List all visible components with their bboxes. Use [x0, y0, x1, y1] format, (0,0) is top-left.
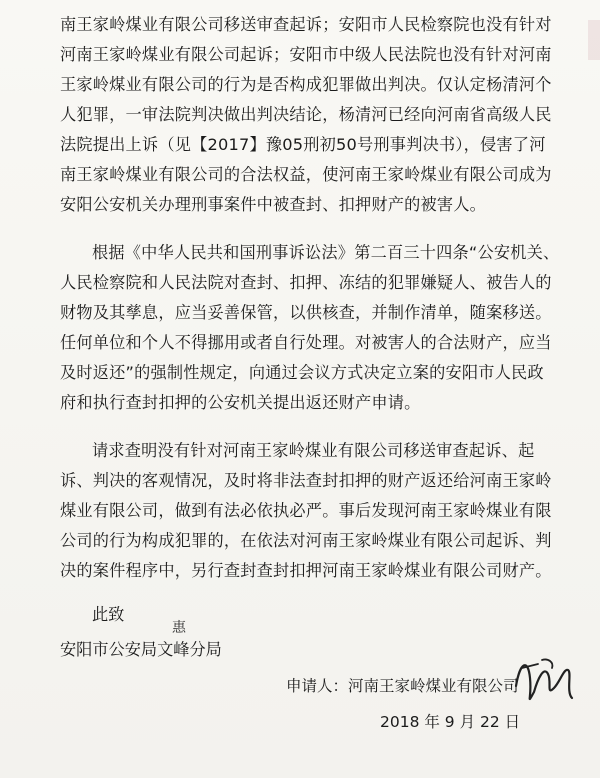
closing-salutation: 此致 [92, 605, 125, 624]
closing-block [60, 600, 124, 630]
date-line: 2018 年 9 月 22 日 [380, 713, 521, 731]
handwritten-note: 惠 [172, 620, 186, 636]
addressee: 安阳市公安局文峰分局 [60, 640, 222, 659]
paragraph-1: 南王家岭煤业有限公司移送审查起诉；安阳市人民检察院也没有针对 河南王家岭煤业有限公司起诉；安阳市中级人民法院也没有针对河南 王家岭煤业有限公司的行为是否构成犯罪做出判决。仅认定杨清河个 人犯罪，一审法院判决做出判决结论，杨清河已经向河南省高级人民 法院提出上诉（见【2017】豫05刑初50号刑事判决书），侵害了河 南王家岭煤业有限公司的合法权益，使河南王家岭煤业有限公司成为 安阳公安机关办理刑事案件中被查封、扣押财产的被害人。 [60, 15, 552, 214]
document-body [60, 10, 560, 604]
paragraph-2: 根据《中华人民共和国刑事诉讼法》第二百三十四条“公安机关、 人民检察院和人民法院对查封、扣押、冻结的犯罪嫌疑人、被告人的 财物及其孳息，应当妥善保管，以供核查，并制作清单，随案移送。 任何单位和个人不得挪用或者自行处理。对被害人的合法财产，应当 及时返还”的强制性规定，向通过会议方式决定立案的安阳市人民政 府和执行查封扣押的公安机关提出返还财产申请。 [60, 243, 560, 412]
applicant-line: 申请人：河南王家岭煤业有限公司 [286, 677, 519, 695]
handwritten-signature [508, 648, 578, 708]
paper-edge-mark [588, 20, 600, 60]
paragraph-3: 请求查明没有针对河南王家岭煤业有限公司移送审查起诉、起 诉、判决的客观情况，及时将非法查封扣押的财产返还给河南王家岭 煤业有限公司，做到有法必依执必严。事后发现河南王家岭煤业有限 公司的行为构成犯罪的，在依法对河南王家岭煤业有限公司起诉、判 决的案件程序中，另行查封查封扣押河南王家岭煤业有限公司财产。 [60, 441, 552, 580]
